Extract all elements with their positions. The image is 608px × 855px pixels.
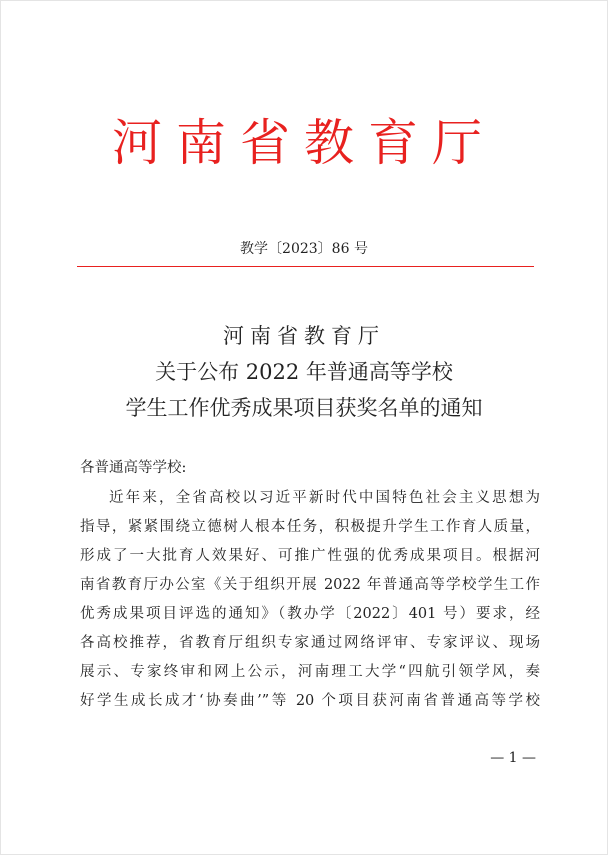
body-line: 形成了一大批育人效果好、可推广性强的优秀成果项目。根据河 [80, 548, 540, 564]
body-line: 优秀成果项目评选的通知》（教办学〔2022〕401 号）要求，经 [80, 606, 540, 622]
notice-title-line-1: 河南省教育厅 [223, 324, 385, 348]
body-paragraph [80, 484, 540, 716]
body-line: 指导，紧紧围绕立德树人根本任务，积极提升学生工作育人质量， [80, 519, 540, 535]
document-number: 教学〔2023〕86 号 [240, 241, 368, 257]
body-line: 各高校推荐，省教育厅组织专家通过网络评审、专家评议、现场 [80, 635, 540, 651]
page-number: — 1 — [490, 750, 536, 766]
red-divider-line [77, 266, 534, 267]
issuer-header-title: 河南省教育厅 [112, 114, 496, 172]
salutation: 各普通高等学校: [80, 460, 187, 476]
notice-title-line-2: 关于公布 2022 年普通高等学校 [155, 360, 453, 384]
body-line: 好学生成长成才‘协奏曲’”等 20 个项目获河南省普通高等学校 [80, 693, 540, 709]
body-line: 近年来，全省高校以习近平新时代中国特色社会主义思想为 [109, 490, 540, 506]
body-line: 展示、专家终审和网上公示，河南理工大学“四航引领学风，奏 [80, 664, 540, 680]
body-line: 南省教育厅办公室《关于组织开展 2022 年普通高等学校学生工作 [80, 577, 540, 593]
notice-title [0, 318, 608, 426]
notice-title-line-3: 学生工作优秀成果项目获奖名单的通知 [125, 396, 483, 420]
